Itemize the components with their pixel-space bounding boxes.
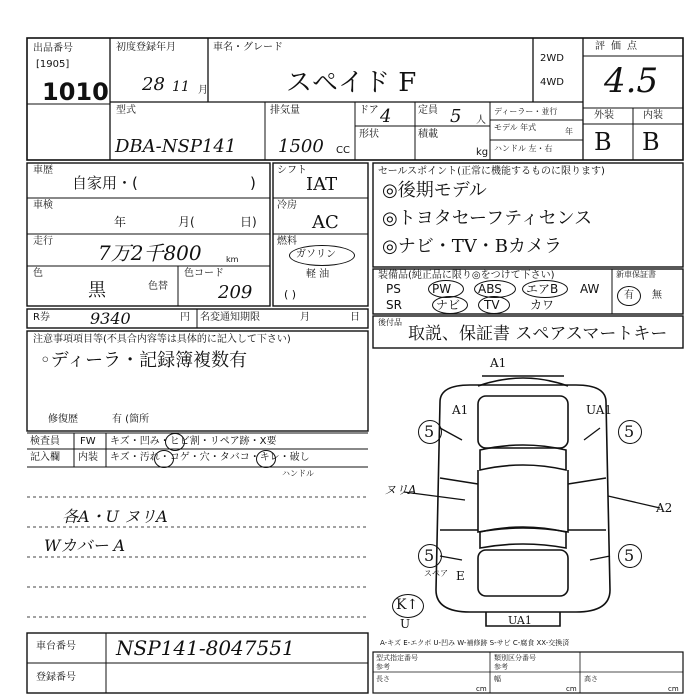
- doors: 4: [380, 106, 392, 127]
- caution-text: ◦ディーラ・記録簿複数有: [40, 350, 248, 371]
- height-label: 高さ: [584, 675, 598, 683]
- int-circle: [256, 450, 276, 468]
- equip-sr: SR: [386, 298, 402, 312]
- selling-point: ◎後期モデル: [382, 180, 487, 201]
- damage-circle: [418, 420, 442, 444]
- fw-circle: [165, 433, 185, 451]
- legend: A-キズ E-エクボ U-凹み W-補修跡 S-サビ C-腐食 XX-交換済: [380, 639, 570, 647]
- hand-note-2: Wカバー A: [44, 536, 126, 555]
- damage-mark: A2: [656, 501, 673, 515]
- int-circle: [154, 450, 174, 468]
- load-unit: kg: [476, 147, 489, 158]
- fw-items: キズ・凹み・ヒビ割・リペア跡・X要: [110, 436, 277, 447]
- dealer-label: ディーラー・並行: [494, 107, 558, 116]
- usage: 自家用・(: [72, 174, 138, 192]
- usage-label: 車歴: [33, 165, 53, 176]
- drive-4wd: 4WD: [540, 77, 564, 88]
- length-label: 長さ: [376, 675, 390, 683]
- name-label: 車名・グレード: [213, 42, 283, 53]
- recycle: 9340: [90, 309, 131, 328]
- mileage-label: 走行: [33, 236, 53, 247]
- int-items: キズ・汚れ・コゲ・穴・タバコ・キレ・破し: [110, 452, 310, 463]
- color-change-label: 色替: [148, 281, 168, 292]
- chassis: NSP141-8047551: [116, 636, 295, 660]
- handle-note: ハンドル: [282, 469, 314, 478]
- cm-unit: cm: [668, 685, 679, 693]
- color-label: 色: [33, 268, 43, 279]
- auto-tax-label: 名変通知期限: [200, 312, 260, 323]
- inspector-label: 検査員: [30, 436, 60, 447]
- tax-m: 月: [300, 312, 310, 323]
- fuel-alt: 軽 油: [306, 269, 330, 280]
- ac: AC: [312, 212, 339, 233]
- equip-circle: [478, 296, 510, 314]
- color-code-label: 色コード: [184, 268, 224, 279]
- lot-number: 1010: [42, 78, 109, 106]
- equip-aw: AW: [580, 282, 600, 296]
- shape-label: 形状: [359, 129, 379, 140]
- repair-value: 有 (箇所: [112, 414, 150, 425]
- damage-mark: K↑: [396, 597, 419, 613]
- warranty-yes: 有: [624, 290, 634, 301]
- damage-mark: UA1: [508, 614, 532, 627]
- hand-note-1: 各A・U ヌリA: [62, 507, 168, 526]
- disp-label: 排気量: [270, 105, 300, 116]
- seats: 5: [450, 106, 462, 127]
- selling-point: ◎トヨタセーフティセンス: [382, 208, 593, 229]
- fuel-circle: [289, 245, 355, 266]
- damage-mark: U: [400, 617, 411, 631]
- disp-unit: CC: [336, 145, 350, 156]
- options-label: 後付品: [378, 318, 402, 327]
- damage-mark: E: [456, 569, 465, 583]
- options-text: 取説、保証書 スペアスマートキー: [408, 324, 668, 344]
- class-label: 類別区分番号: [494, 654, 536, 662]
- fuel: ガソリン: [296, 249, 336, 260]
- damage-mark: A1: [490, 356, 507, 370]
- usage-close: ): [250, 174, 256, 192]
- shift-label: シフト: [277, 165, 307, 176]
- warranty-circle: [617, 286, 641, 306]
- shaken-y: 年: [114, 215, 127, 229]
- spare-label: スペア: [424, 569, 448, 578]
- damage-mark: 5: [624, 546, 635, 565]
- cm-unit: cm: [566, 685, 577, 693]
- equip-tv: TV: [484, 298, 500, 312]
- equip-circle: [432, 296, 468, 314]
- ext-label: 外装: [594, 110, 614, 121]
- seats-unit: 人: [476, 115, 486, 126]
- reg-label: 初度登録年月: [116, 42, 176, 53]
- entry-label: 記入欄: [30, 452, 60, 463]
- ext-grade: B: [594, 128, 612, 156]
- width-label: 幅: [494, 675, 501, 683]
- shift: IAT: [306, 174, 338, 195]
- damage-circle: [392, 594, 424, 618]
- handle-label: ハンドル 左・右: [494, 144, 553, 153]
- damage-mark: 5: [424, 422, 435, 441]
- warranty-label: 新車保証書: [616, 270, 656, 279]
- color-code: 209: [218, 282, 253, 303]
- reg-month-suffix: 月: [198, 85, 208, 96]
- selling-label: セールスポイント(正常に機能するものに限ります): [378, 166, 605, 177]
- size-label: 型式指定番号: [376, 654, 418, 662]
- damage-circle: [418, 544, 442, 568]
- warranty-no: 無: [652, 290, 662, 301]
- lot-sub: [1905]: [36, 59, 70, 70]
- shaken-m: 月(: [178, 215, 195, 229]
- equipment-label: 装備品(純正品に限り◎をつけて下さい): [378, 270, 555, 281]
- equip-circle: [522, 280, 568, 298]
- mileage-unit: km: [226, 255, 239, 264]
- equip-airbag: エアB: [526, 282, 559, 296]
- recycle-label: R券: [33, 312, 50, 323]
- car-name: スペイド F: [286, 68, 417, 98]
- fuel-paren: ( ): [284, 288, 297, 301]
- shaken-d: 日): [240, 215, 257, 229]
- mileage: 7万2千800: [98, 241, 202, 265]
- cm-unit: cm: [476, 685, 487, 693]
- reg-year: 28: [142, 74, 165, 95]
- damage-mark: 5: [424, 546, 435, 565]
- lot-label: 出品番号: [33, 43, 73, 54]
- ref-label: 参考: [376, 663, 390, 671]
- load-label: 積載: [418, 129, 438, 140]
- model-year-label: モデル 年式: [494, 123, 537, 132]
- int-label: 内装: [643, 110, 663, 121]
- fw-label: FW: [80, 436, 96, 447]
- caution-label: 注意事項項目等(不具合内容等は具体的に記入して下さい): [33, 334, 291, 345]
- equip-leather: カワ: [530, 298, 555, 312]
- year-suffix: 年: [565, 127, 573, 136]
- model-label: 型式: [116, 105, 136, 116]
- damage-mark: ヌリA: [384, 483, 417, 497]
- damage-mark: A1: [452, 403, 469, 417]
- int-grade: B: [642, 128, 660, 156]
- color: 黒: [88, 280, 106, 301]
- yen: 円: [180, 312, 190, 323]
- damage-circle: [618, 420, 642, 444]
- displacement: 1500: [278, 136, 324, 157]
- shaken-label: 車検: [33, 200, 53, 211]
- damage-mark: 5: [624, 422, 635, 441]
- repair-label: 修復歴: [48, 414, 78, 425]
- ac-label: 冷房: [277, 200, 297, 211]
- equip-navi: ナビ: [436, 298, 461, 312]
- reg-month: 11: [172, 79, 190, 95]
- int-row-label: 内装: [78, 452, 98, 463]
- tax-d: 日: [350, 312, 360, 323]
- fuel-label: 燃料: [277, 236, 297, 247]
- model: DBA-NSP141: [115, 136, 237, 157]
- score: 4.5: [604, 61, 659, 101]
- damage-mark: UA1: [586, 403, 613, 417]
- equip-ps: PS: [386, 282, 401, 296]
- reg-no-label: 登録番号: [36, 672, 76, 683]
- selling-point: ◎ナビ・TV・Bカメラ: [382, 236, 562, 257]
- doors-label: ドア: [359, 105, 379, 116]
- drive-2wd: 2WD: [540, 53, 564, 64]
- seats-label: 定員: [418, 105, 438, 116]
- score-label: 評価点: [595, 41, 643, 52]
- ref-label: 参考: [494, 663, 508, 671]
- equip-abs: ABS: [478, 282, 502, 296]
- equip-pw: PW: [432, 282, 452, 296]
- damage-circle: [618, 544, 642, 568]
- chassis-label: 車台番号: [36, 641, 76, 652]
